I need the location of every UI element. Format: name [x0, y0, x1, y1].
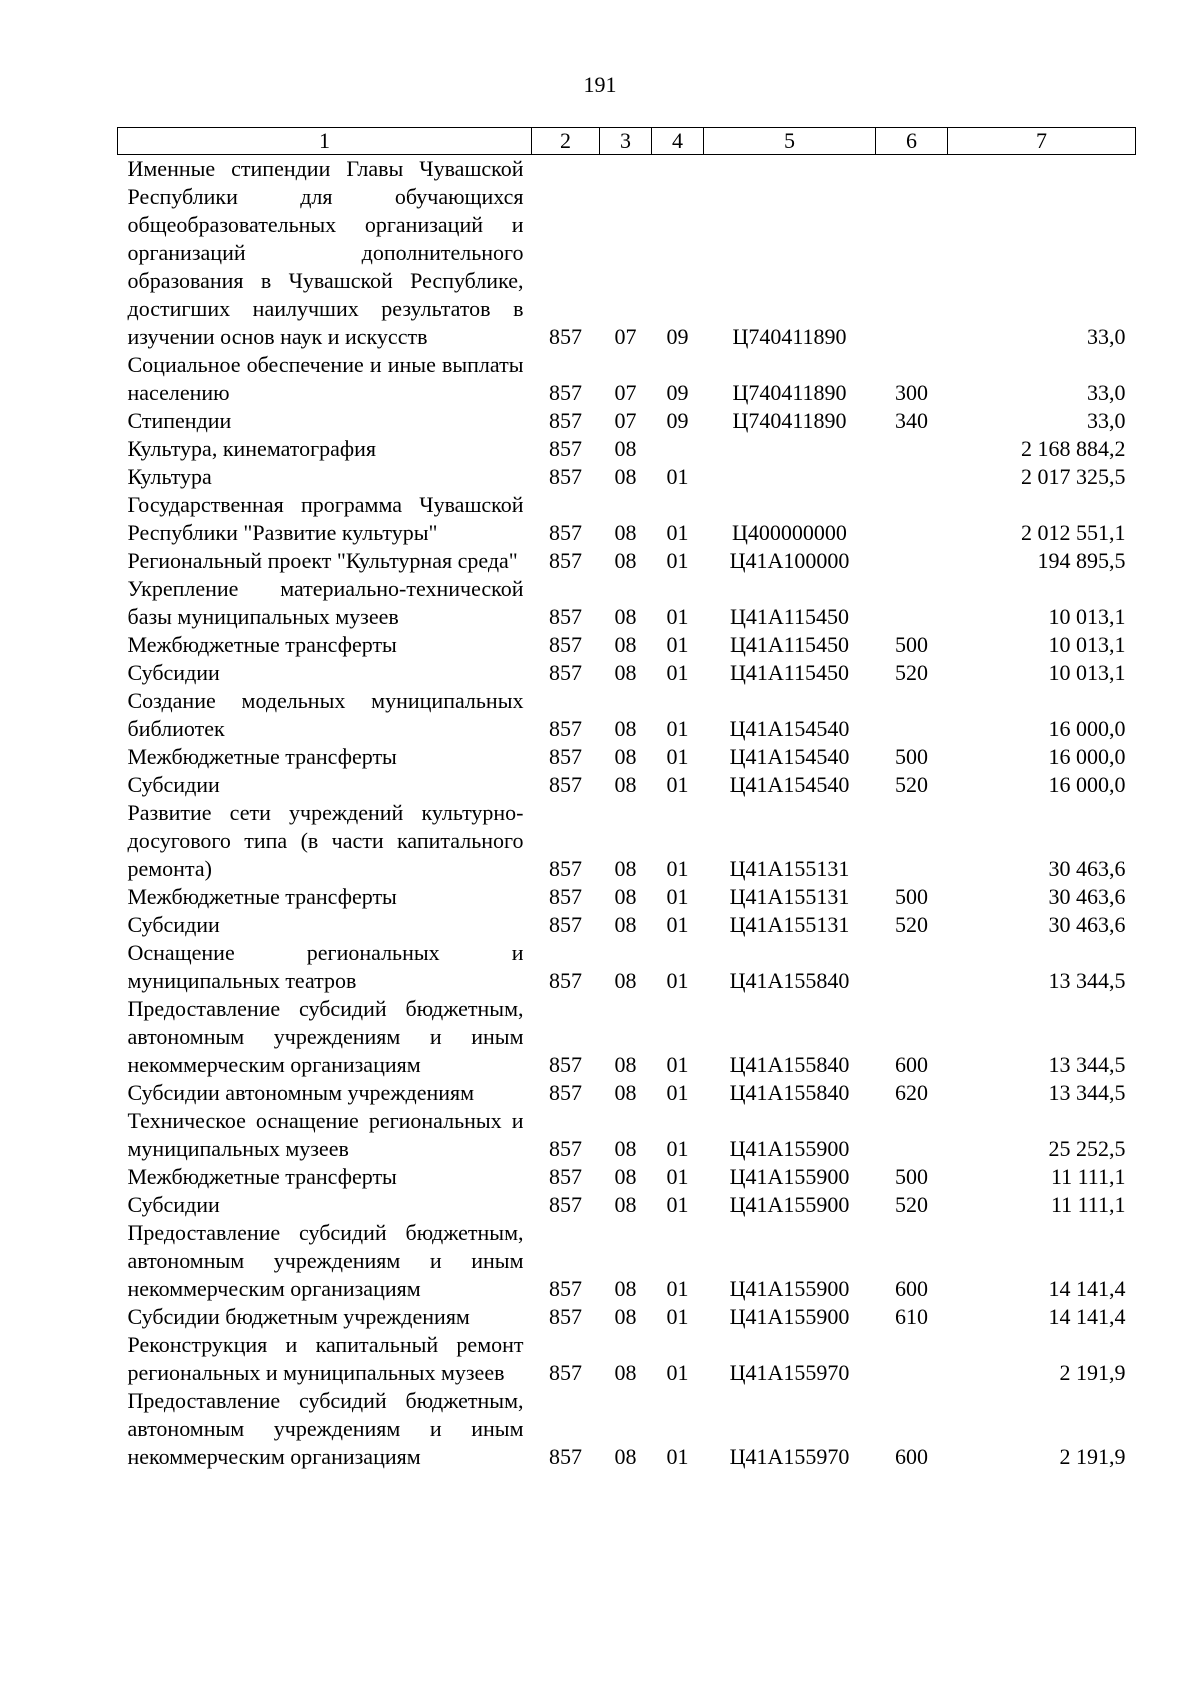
header-cell-col-2: 2 [532, 128, 600, 155]
row-amount-cell: 10 013,1 [1048, 660, 1126, 685]
row-col-2-cell: 857 [549, 632, 582, 657]
row-col-3-cell: 08 [614, 1276, 637, 1301]
row-col-4-cell: 01 [666, 1164, 689, 1189]
row-col-6-cell: 600 [895, 1276, 928, 1301]
table-row [118, 1331, 1136, 1387]
table-row [118, 911, 1136, 939]
row-col-5-cell: Ц41A100000 [729, 548, 850, 573]
row-col-4-cell: 01 [666, 744, 689, 769]
row-col-5-cell: Ц41A155131 [729, 856, 850, 881]
table-row [118, 883, 1136, 911]
row-name-cell: Государственная программа Чувашской Республики "Развитие культуры" [127, 492, 524, 545]
row-col-6-cell: 500 [895, 632, 928, 657]
row-col-4-cell: 01 [666, 1444, 689, 1469]
table-row [118, 995, 1136, 1079]
row-col-3-cell: 08 [614, 968, 637, 993]
row-col-5-cell: Ц41A155840 [729, 1052, 850, 1077]
row-col-6-cell [876, 491, 948, 547]
table-row [118, 435, 1136, 463]
row-amount-cell: 33,0 [1087, 324, 1126, 349]
row-col-3-cell: 08 [614, 884, 637, 909]
table-row [118, 1219, 1136, 1303]
row-col-4-cell: 09 [666, 380, 689, 405]
table-row [118, 771, 1136, 799]
row-amount-cell: 194 895,5 [1037, 548, 1126, 573]
row-col-6-cell [876, 1331, 948, 1387]
row-amount-cell: 30 463,6 [1048, 856, 1126, 881]
row-name-cell: Межбюджетные трансферты [127, 1164, 397, 1189]
row-name-cell: Субсидии [127, 912, 220, 937]
table-row [118, 351, 1136, 407]
row-col-3-cell: 08 [614, 660, 637, 685]
row-col-6-cell [876, 155, 948, 352]
row-col-5-cell: Ц41A155900 [729, 1304, 850, 1329]
row-col-2-cell: 857 [549, 744, 582, 769]
row-col-6-cell [876, 547, 948, 575]
row-col-4-cell: 01 [666, 912, 689, 937]
row-name-cell: Создание модельных муниципальных библиотек [127, 688, 524, 741]
row-col-6-cell [876, 939, 948, 995]
row-col-4-cell: 01 [666, 1052, 689, 1077]
row-col-6-cell: 520 [895, 912, 928, 937]
row-col-6-cell: 340 [895, 408, 928, 433]
row-col-3-cell: 08 [614, 520, 637, 545]
table-row [118, 547, 1136, 575]
row-col-3-cell: 08 [614, 548, 637, 573]
row-col-6-cell [876, 799, 948, 883]
row-col-5-cell: Ц41A154540 [729, 744, 850, 769]
row-col-6-cell [876, 463, 948, 491]
table-row [118, 1163, 1136, 1191]
row-col-2-cell: 857 [549, 1052, 582, 1077]
row-col-2-cell: 857 [549, 968, 582, 993]
row-col-4-cell: 01 [666, 632, 689, 657]
row-col-3-cell: 08 [614, 1164, 637, 1189]
row-amount-cell: 11 111,1 [1050, 1164, 1126, 1189]
row-amount-cell: 2 168 884,2 [1021, 436, 1126, 461]
row-amount-cell: 16 000,0 [1048, 772, 1126, 797]
row-col-5-cell: Ц41A155970 [729, 1444, 850, 1469]
row-col-3-cell: 08 [614, 856, 637, 881]
row-amount-cell: 10 013,1 [1048, 632, 1126, 657]
header-cell-col-3: 3 [600, 128, 652, 155]
row-col-6-cell: 520 [895, 660, 928, 685]
row-col-3-cell: 08 [614, 604, 637, 629]
row-name-cell: Культура, кинематография [127, 436, 377, 461]
row-col-6-cell [876, 1107, 948, 1163]
row-col-6-cell [876, 435, 948, 463]
row-name-cell: Техническое оснащение региональных и муниципальных музеев [127, 1108, 524, 1161]
row-col-2-cell: 857 [549, 1360, 582, 1385]
row-col-5-cell [704, 463, 876, 491]
row-col-3-cell: 08 [614, 744, 637, 769]
row-col-3-cell: 08 [614, 1192, 637, 1217]
row-amount-cell: 33,0 [1087, 408, 1126, 433]
row-name-cell: Оснащение региональных и муниципальных театров [127, 940, 524, 993]
row-col-5-cell: Ц740411890 [732, 380, 847, 405]
row-amount-cell: 30 463,6 [1048, 884, 1126, 909]
row-amount-cell: 11 111,1 [1050, 1192, 1126, 1217]
row-col-6-cell: 600 [895, 1052, 928, 1077]
row-col-4-cell: 01 [666, 1136, 689, 1161]
row-col-5-cell: Ц400000000 [732, 520, 847, 545]
row-col-4-cell [652, 435, 704, 463]
row-col-6-cell: 610 [895, 1304, 928, 1329]
row-amount-cell: 2 191,9 [1059, 1360, 1126, 1385]
row-amount-cell: 14 141,4 [1048, 1276, 1126, 1301]
row-col-6-cell: 620 [895, 1080, 928, 1105]
row-col-3-cell: 08 [614, 1360, 637, 1385]
row-name-cell: Укрепление материально-технической базы муниципальных музеев [127, 576, 524, 629]
row-amount-cell: 2 191,9 [1059, 1444, 1126, 1469]
row-col-3-cell: 07 [614, 380, 637, 405]
row-col-3-cell: 08 [614, 436, 637, 461]
row-amount-cell: 10 013,1 [1048, 604, 1126, 629]
row-col-3-cell: 08 [614, 1136, 637, 1161]
row-col-3-cell: 07 [614, 324, 637, 349]
table-row [118, 687, 1136, 743]
table-row [118, 463, 1136, 491]
row-col-3-cell: 08 [614, 1304, 637, 1329]
row-col-6-cell: 520 [895, 772, 928, 797]
row-col-2-cell: 857 [549, 1080, 582, 1105]
table-row [118, 799, 1136, 883]
row-col-2-cell: 857 [549, 884, 582, 909]
table-header [118, 128, 1136, 155]
row-col-2-cell: 857 [549, 1192, 582, 1217]
row-amount-cell: 13 344,5 [1048, 1052, 1126, 1077]
row-col-4-cell: 01 [666, 968, 689, 993]
table-row [118, 1107, 1136, 1163]
row-col-4-cell: 01 [666, 884, 689, 909]
row-col-5-cell: Ц41A115450 [730, 604, 849, 629]
row-col-4-cell: 01 [666, 772, 689, 797]
row-col-4-cell: 01 [666, 716, 689, 741]
row-col-4-cell: 01 [666, 604, 689, 629]
row-amount-cell: 13 344,5 [1048, 1080, 1126, 1105]
row-col-5-cell: Ц740411890 [732, 408, 847, 433]
row-amount-cell: 13 344,5 [1048, 968, 1126, 993]
table-row [118, 743, 1136, 771]
table-row [118, 575, 1136, 631]
row-name-cell: Межбюджетные трансферты [127, 632, 397, 657]
row-amount-cell: 16 000,0 [1048, 716, 1126, 741]
row-col-2-cell: 857 [549, 464, 582, 489]
budget-table [117, 127, 1136, 1471]
row-col-5-cell: Ц41A155131 [729, 912, 850, 937]
row-col-4-cell: 01 [666, 1080, 689, 1105]
row-col-4-cell: 01 [666, 548, 689, 573]
row-col-5-cell: Ц41A115450 [730, 632, 849, 657]
row-col-2-cell: 857 [549, 548, 582, 573]
row-col-3-cell: 08 [614, 912, 637, 937]
row-amount-cell: 2 012 551,1 [1021, 520, 1126, 545]
row-col-6-cell: 520 [895, 1192, 928, 1217]
row-col-4-cell: 01 [666, 1192, 689, 1217]
row-name-cell: Предоставление субсидий бюджетным, автономным учреждениям и иным некоммерческим организациям [127, 1220, 524, 1301]
row-col-2-cell: 857 [549, 520, 582, 545]
row-name-cell: Культура [127, 464, 212, 489]
row-col-6-cell: 500 [895, 744, 928, 769]
row-col-2-cell: 857 [549, 772, 582, 797]
header-cell-col-7: 7 [948, 128, 1136, 155]
row-name-cell: Предоставление субсидий бюджетным, автономным учреждениям и иным некоммерческим организациям [127, 1388, 524, 1469]
row-name-cell: Региональный проект "Культурная среда" [127, 548, 518, 573]
row-col-4-cell: 09 [666, 408, 689, 433]
header-cell-col-1: 1 [118, 128, 532, 155]
row-col-3-cell: 08 [614, 1444, 637, 1469]
row-col-5-cell: Ц41A155840 [729, 968, 850, 993]
table-row [118, 659, 1136, 687]
row-col-4-cell: 01 [666, 1304, 689, 1329]
row-col-5-cell: Ц41A155840 [729, 1080, 850, 1105]
row-col-2-cell: 857 [549, 716, 582, 741]
row-name-cell: Предоставление субсидий бюджетным, автономным учреждениям и иным некоммерческим организациям [127, 996, 524, 1077]
row-col-4-cell: 01 [666, 464, 689, 489]
row-col-3-cell: 08 [614, 772, 637, 797]
row-amount-cell: 14 141,4 [1048, 1304, 1126, 1329]
header-cell-col-6: 6 [876, 128, 948, 155]
row-name-cell: Стипендии [127, 408, 232, 433]
row-amount-cell: 25 252,5 [1048, 1136, 1126, 1161]
row-name-cell: Развитие сети учреждений культурно-досугового типа (в части капитального ремонта) [127, 800, 524, 881]
row-col-2-cell: 857 [549, 604, 582, 629]
row-col-2-cell: 857 [549, 856, 582, 881]
row-col-2-cell: 857 [549, 1136, 582, 1161]
row-col-3-cell: 08 [614, 716, 637, 741]
row-col-2-cell: 857 [549, 380, 582, 405]
row-col-4-cell: 01 [666, 856, 689, 881]
row-col-5-cell: Ц41A115450 [730, 660, 849, 685]
row-name-cell: Субсидии [127, 660, 220, 685]
row-col-5-cell: Ц41A155900 [729, 1136, 850, 1161]
row-col-5-cell: Ц41A155900 [729, 1164, 850, 1189]
row-col-2-cell: 857 [549, 1444, 582, 1469]
row-name-cell: Социальное обеспечение и иные выплаты населению [127, 352, 524, 405]
row-name-cell: Субсидии [127, 1192, 220, 1217]
row-col-3-cell: 07 [614, 408, 637, 433]
table-row [118, 1079, 1136, 1107]
row-col-2-cell: 857 [549, 436, 582, 461]
table-row [118, 1387, 1136, 1471]
row-name-cell: Субсидии автономным учреждениям [127, 1080, 475, 1105]
row-col-2-cell: 857 [549, 660, 582, 685]
table-row [118, 1303, 1136, 1331]
header-cell-col-5: 5 [704, 128, 876, 155]
row-col-5-cell: Ц41A155131 [729, 884, 850, 909]
row-col-2-cell: 857 [549, 1164, 582, 1189]
row-col-6-cell: 300 [895, 380, 928, 405]
row-col-6-cell: 500 [895, 884, 928, 909]
row-col-4-cell: 01 [666, 520, 689, 545]
row-col-3-cell: 08 [614, 1052, 637, 1077]
row-col-6-cell [876, 687, 948, 743]
row-name-cell: Реконструкция и капитальный ремонт региональных и муниципальных музеев [127, 1332, 524, 1385]
row-col-4-cell: 01 [666, 1360, 689, 1385]
row-col-5-cell: Ц41A155900 [729, 1192, 850, 1217]
row-col-2-cell: 857 [549, 1276, 582, 1301]
row-col-4-cell: 09 [666, 324, 689, 349]
table-row [118, 939, 1136, 995]
row-col-5-cell: Ц41A154540 [729, 772, 850, 797]
row-col-2-cell: 857 [549, 1304, 582, 1329]
row-name-cell: Субсидии бюджетным учреждениям [127, 1304, 470, 1329]
row-col-5-cell: Ц41A155970 [729, 1360, 850, 1385]
row-col-6-cell [876, 575, 948, 631]
header-cell-col-4: 4 [652, 128, 704, 155]
row-col-5-cell [704, 435, 876, 463]
row-col-5-cell: Ц41A154540 [729, 716, 850, 741]
table-row [118, 1191, 1136, 1219]
row-amount-cell: 33,0 [1087, 380, 1126, 405]
row-col-5-cell: Ц41A155900 [729, 1276, 850, 1301]
table-row [118, 407, 1136, 435]
row-col-4-cell: 01 [666, 1276, 689, 1301]
row-col-4-cell: 01 [666, 660, 689, 685]
row-name-cell: Межбюджетные трансферты [127, 744, 397, 769]
table-row [118, 155, 1136, 352]
row-name-cell: Субсидии [127, 772, 220, 797]
row-col-5-cell: Ц740411890 [732, 324, 847, 349]
row-col-2-cell: 857 [549, 324, 582, 349]
header-row [118, 128, 1136, 155]
row-col-2-cell: 857 [549, 408, 582, 433]
table-body [118, 155, 1136, 1472]
row-col-3-cell: 08 [614, 632, 637, 657]
row-name-cell: Именные стипендии Главы Чувашской Республики для обучающихся общеобразовательных организаций и организаций дополнительного образования в Чувашской Республике, достигших наилучших результатов в изучении основ наук и искусств [127, 156, 524, 349]
row-col-2-cell: 857 [549, 912, 582, 937]
page-number: 191 [583, 72, 617, 97]
row-amount-cell: 2 017 325,5 [1021, 464, 1126, 489]
row-col-3-cell: 08 [614, 1080, 637, 1105]
row-name-cell: Межбюджетные трансферты [127, 884, 397, 909]
table-row [118, 491, 1136, 547]
row-amount-cell: 30 463,6 [1048, 912, 1126, 937]
table-row [118, 631, 1136, 659]
row-col-6-cell: 600 [895, 1444, 928, 1469]
row-col-3-cell: 08 [614, 464, 637, 489]
row-col-6-cell: 500 [895, 1164, 928, 1189]
row-amount-cell: 16 000,0 [1048, 744, 1126, 769]
